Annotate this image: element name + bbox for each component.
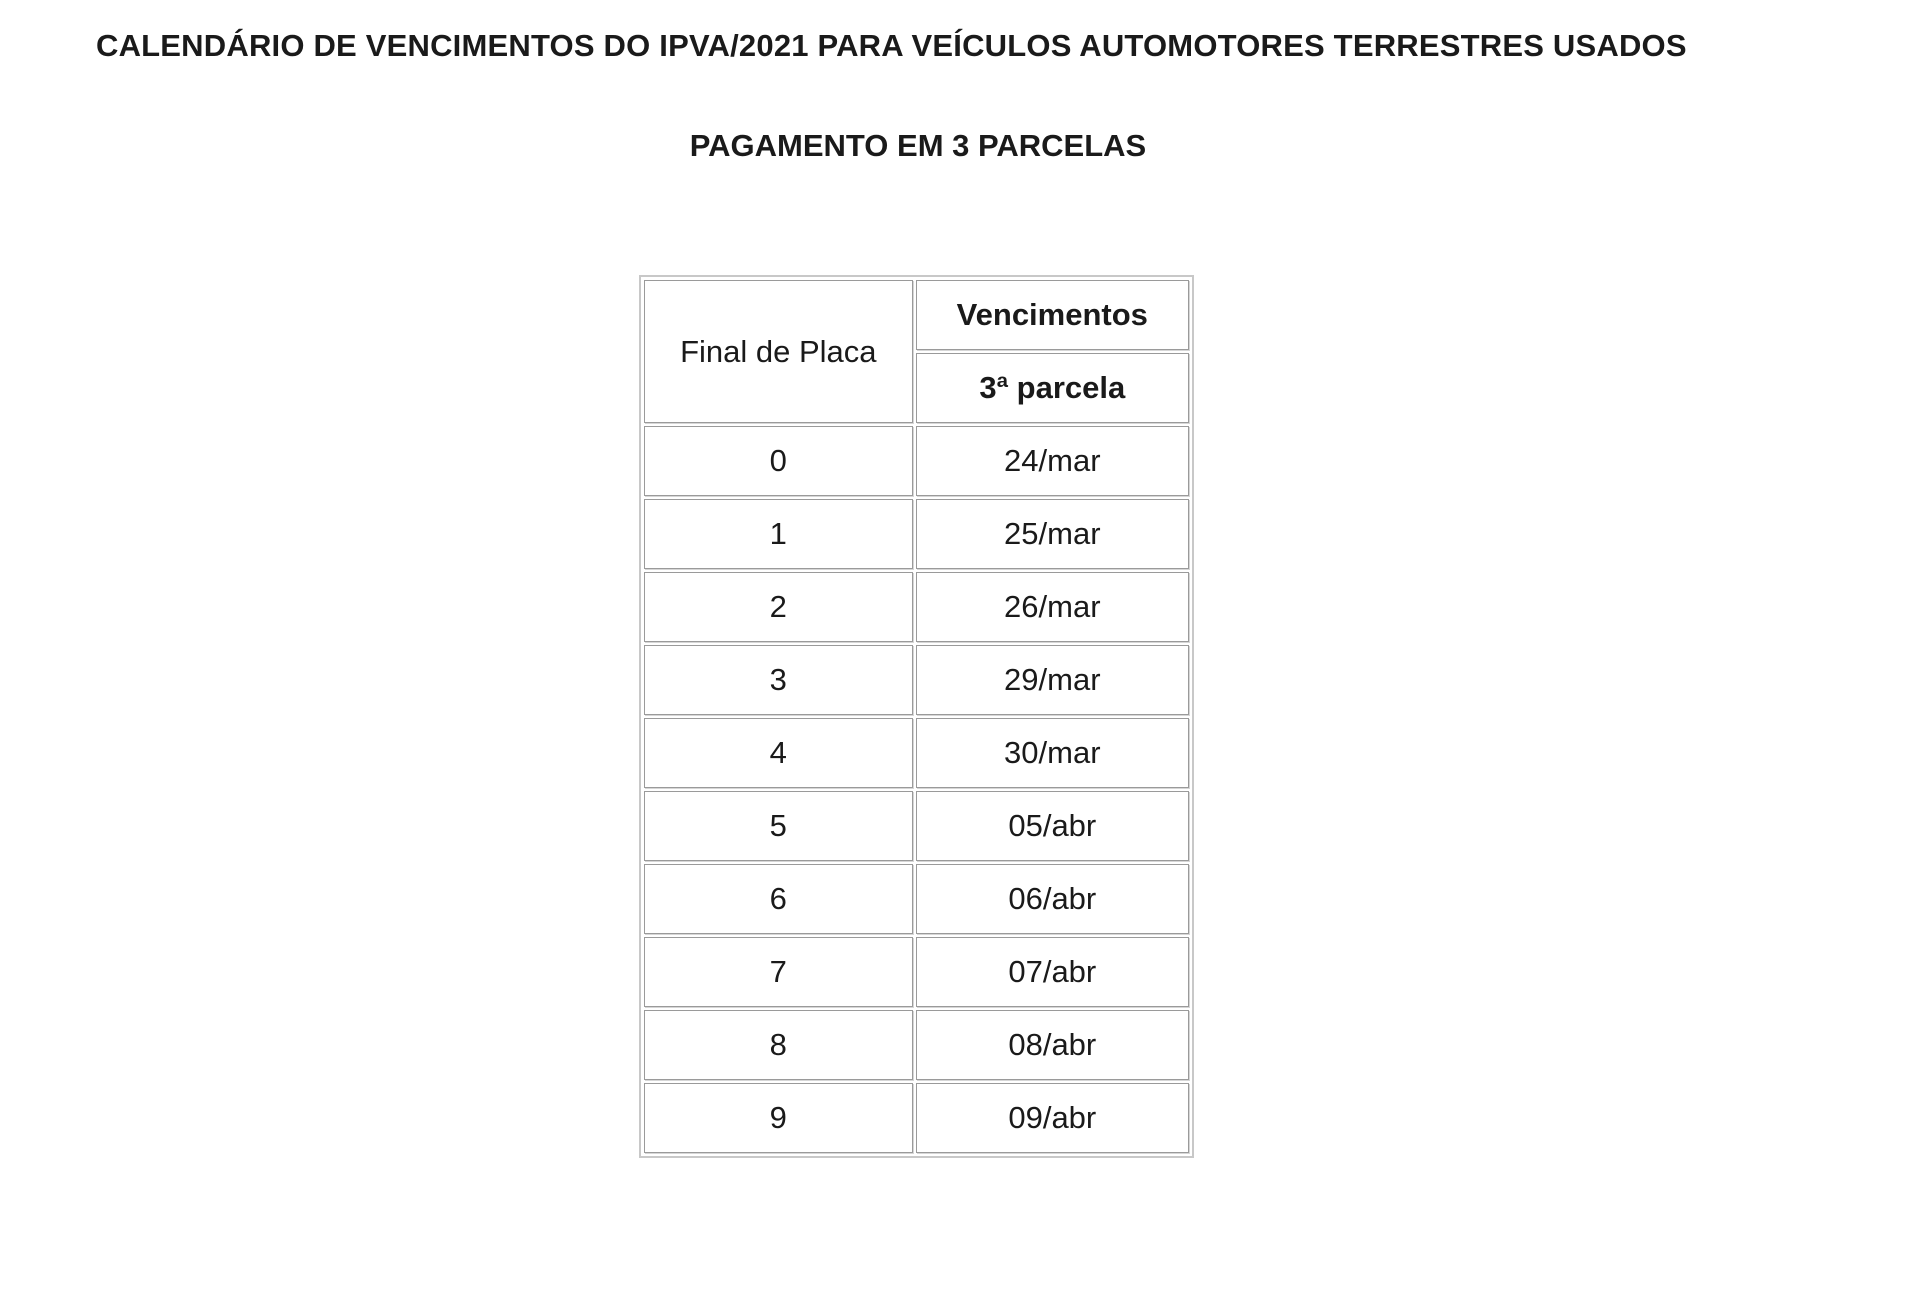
plate-cell: 3 — [644, 645, 913, 715]
header-third-installment: 3ª parcela — [916, 353, 1189, 423]
plate-cell: 6 — [644, 864, 913, 934]
table-row — [644, 718, 1189, 788]
plate-cell: 0 — [644, 426, 913, 496]
due-date-cell: 25/mar — [916, 499, 1189, 569]
due-date-cell: 30/mar — [916, 718, 1189, 788]
due-date-cell: 05/abr — [916, 791, 1189, 861]
table-header — [644, 280, 1189, 423]
table-body — [644, 426, 1189, 1153]
plate-cell: 1 — [644, 499, 913, 569]
table-row — [644, 1083, 1189, 1153]
table-row — [644, 572, 1189, 642]
table-row — [644, 645, 1189, 715]
due-date-cell: 29/mar — [916, 645, 1189, 715]
due-date-cell: 06/abr — [916, 864, 1189, 934]
plate-cell: 4 — [644, 718, 913, 788]
document-title: CALENDÁRIO DE VENCIMENTOS DO IPVA/2021 PARA VEÍCULOS AUTOMOTORES TERRESTRES USADOS — [96, 28, 1687, 63]
header-row-top — [644, 280, 1189, 350]
plate-cell: 5 — [644, 791, 913, 861]
plate-cell: 8 — [644, 1010, 913, 1080]
header-due-dates: Vencimentos — [916, 280, 1189, 350]
table-row — [644, 426, 1189, 496]
table-row — [644, 864, 1189, 934]
table-row — [644, 499, 1189, 569]
due-dates-table — [639, 275, 1194, 1158]
due-date-cell: 09/abr — [916, 1083, 1189, 1153]
due-date-cell: 26/mar — [916, 572, 1189, 642]
plate-cell: 2 — [644, 572, 913, 642]
due-date-cell: 07/abr — [916, 937, 1189, 1007]
plate-cell: 9 — [644, 1083, 913, 1153]
table-row — [644, 1010, 1189, 1080]
document-subtitle: PAGAMENTO EM 3 PARCELAS — [689, 128, 1147, 163]
header-plate-final: Final de Placa — [644, 280, 913, 423]
due-date-cell: 08/abr — [916, 1010, 1189, 1080]
plate-cell: 7 — [644, 937, 913, 1007]
table-row — [644, 791, 1189, 861]
due-date-cell: 24/mar — [916, 426, 1189, 496]
table-row — [644, 937, 1189, 1007]
